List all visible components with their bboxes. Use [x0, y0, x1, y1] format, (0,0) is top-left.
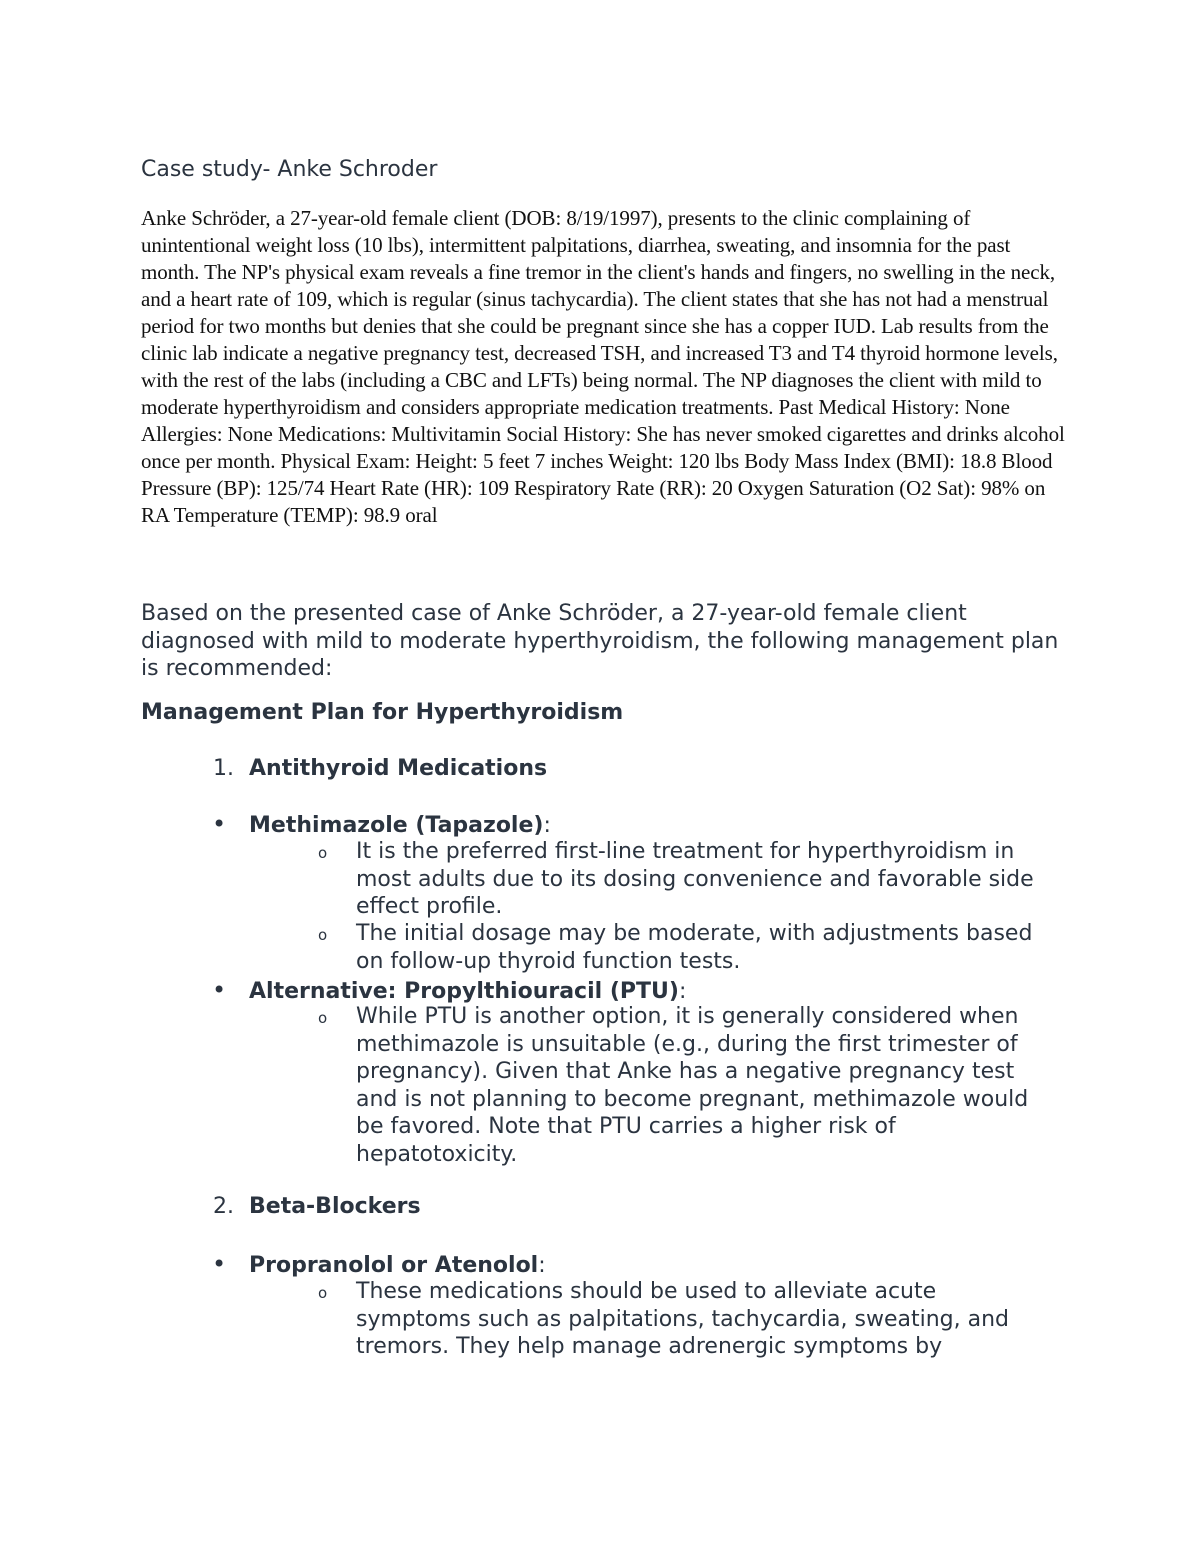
sub-list-item — [318, 838, 1038, 921]
list-item-propranolol — [212, 1250, 546, 1278]
bullet-marker: • — [212, 810, 227, 838]
section-number: 1. — [213, 756, 234, 781]
sub-list-item — [318, 920, 1038, 975]
bullet-suffix: : — [538, 1253, 546, 1278]
section-heading-antithyroid — [213, 756, 547, 781]
sub-list-item — [318, 1003, 1038, 1168]
sub-marker: o — [318, 926, 328, 944]
sub-item-text: The initial dosage may be moderate, with adjustments based on follow-up thyroid function tests. — [356, 921, 1033, 974]
list-item-ptu — [212, 976, 686, 1004]
bullet-marker: • — [212, 1250, 227, 1278]
bullet-label: Propranolol or Atenolol — [249, 1253, 539, 1278]
case-paragraph: Anke Schröder, a 27-year-old female client (DOB: 8/19/1997), presents to the clinic complaining of unintentional weight loss (10 lbs), intermittent palpitations, diarrhea, sweating, and insomnia for the past month. The NP's physical exam reveals a fine tremor in the client's hands and fingers, no swelling in the neck, and a heart rate of 109, which is regular (sinus tachycardia). The client states that she has not had a menstrual period for two months but denies that she could be pregnant since she has a copper IUD. Lab results from the clinic lab indicate a negative pregnancy test, decreased TSH, and increased T3 and T4 thyroid hormone levels, with the rest of the labs (including a CBC and LFTs) being normal. The NP diagnoses the client with mild to moderate hyperthyroidism and considers appropriate medication treatments. Past Medical History: None Allergies: None Medications: Multivitamin Social History: She has never smoked cigarettes and drinks alcohol once per month. Physical Exam: Height: 5 feet 7 inches Weight: 120 lbs Body Mass Index (BMI): 18.8 Blood Pressure (BP): 125/74 Heart Rate (HR): 109 Respiratory Rate (RR): 20 Oxygen Saturation (O2 Sat): 98% on RA Temperature (TEMP): 98.9 oral — [141, 206, 1065, 527]
plan-heading: Management Plan for Hyperthyroidism — [141, 700, 624, 725]
sub-list-item — [318, 1278, 1038, 1361]
section-title: Beta-Blockers — [249, 1194, 421, 1219]
intro-paragraph: Based on the presented case of Anke Schröder, a 27-year-old female client diagnosed with mild to moderate hyperthyroidism, the following management plan is recommended: — [141, 601, 1059, 681]
page-title: Case study- Anke Schroder — [141, 157, 438, 182]
bullet-marker: • — [212, 976, 227, 1004]
sub-item-text: It is the preferred first-line treatment for hyperthyroidism in most adults due to its dosing convenience and favorable side effect profile. — [356, 839, 1034, 919]
sub-item-text: While PTU is another option, it is generally considered when methimazole is unsuitable (e.g., during the first trimester of pregnancy). Given that Anke has a negative pregnancy test and is not planning to become pregnant, methimazole would be favored. Note that PTU carries a higher risk of hepatotoxicity. — [356, 1004, 1029, 1167]
bullet-suffix: : — [678, 979, 687, 1004]
section-title: Antithyroid Medications — [249, 756, 548, 781]
bullet-suffix: : — [543, 813, 551, 838]
section-heading-beta-blockers — [213, 1194, 421, 1219]
sub-item-text: These medications should be used to alleviate acute symptoms such as palpitations, tachycardia, sweating, and tremors. They help manage adrenergic symptoms by — [356, 1279, 1009, 1359]
sub-marker: o — [318, 1009, 328, 1027]
bullet-label: Alternative: Propylthiouracil (PTU) — [249, 979, 679, 1004]
sub-marker: o — [318, 844, 328, 862]
bullet-label: Methimazole (Tapazole) — [249, 813, 544, 838]
list-item-methimazole — [212, 810, 551, 838]
section-number: 2. — [213, 1194, 234, 1219]
sub-marker: o — [318, 1284, 328, 1302]
